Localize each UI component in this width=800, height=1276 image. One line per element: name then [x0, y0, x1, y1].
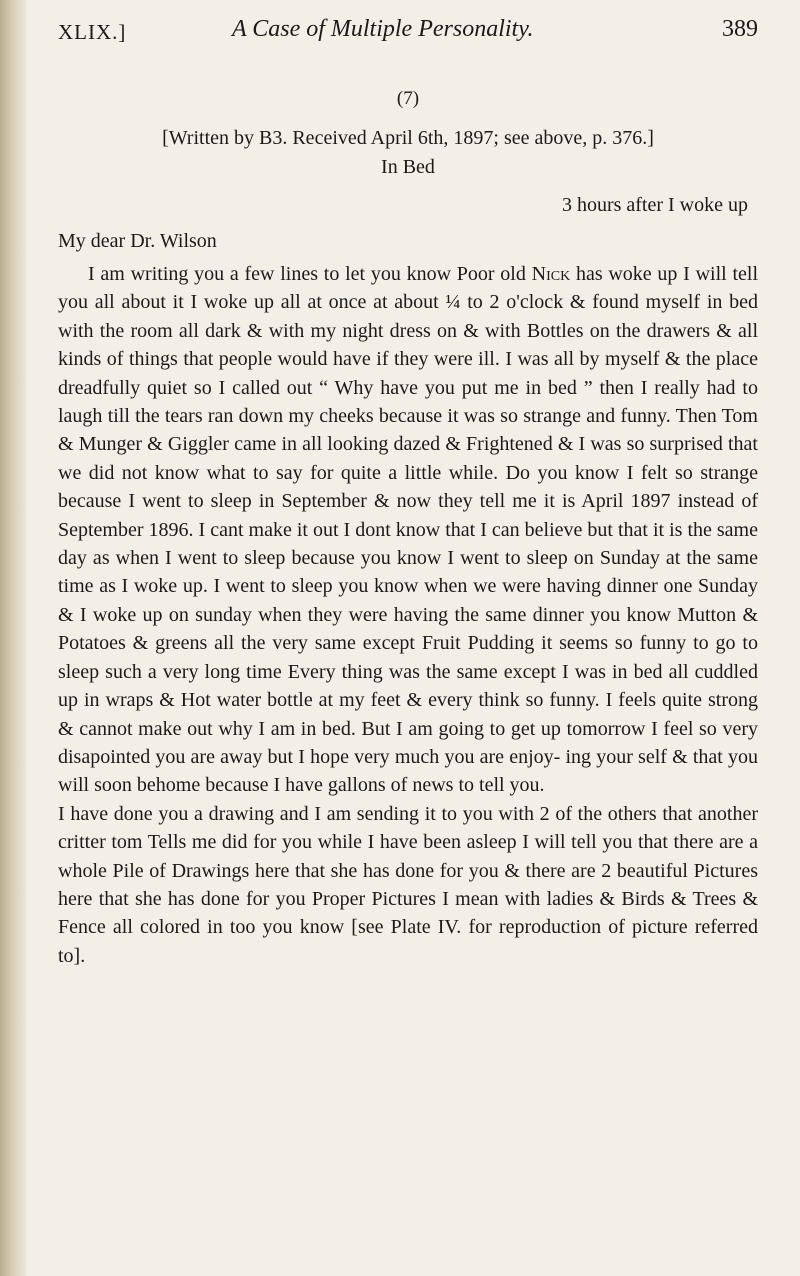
name-nick: Nick	[531, 263, 571, 285]
running-title: A Case of Multiple Personality.	[232, 16, 534, 42]
paragraph-2: I have done you a drawing and I am sending it to you with 2 of the others that another critter tom Tells me did for you while I have been asleep I will tell you that there are a whole Pile of Drawings here that she has done for you & there are 2 beautiful Pictures here that she has done for you Proper Pictures I mean with ladies & Birds & Trees & Fence all colored in too you know [see Plate IV. for reproduction of picture referred to].	[58, 802, 758, 967]
chapter-marker: XLIX.]	[58, 20, 127, 44]
book-page	[58, 14, 758, 970]
paragraph-1-rest: has woke up I will tell you all about it I woke up all at once at about ¼ to 2 o'clock & found myself in bed with the room all dark & with my night dress on & with Bottles on the drawers & all kinds of things that people would have if they were ill. I was all by myself & the place dreadfully quiet so I called out “ Why have you put me in bed ” then I really had to laugh till the tears ran down my cheeks because it was so strange and funny. Then Tom & Munger & Giggler came in all looking dazed & Frightened & I was so surprised that we did not know what to say for quite a little while. Do you know I felt so strange because I went to sleep in September & now they tell me it is April 1897 instead of September 1896. I cant make it out I dont know that I can believe but that it is the same day as when I went to sleep because you know I went to sleep on Sunday at the same time as I woke up. I went to sleep you know when we were having dinner one Sunday & I woke up on sunday when they were having the same dinner you know Mutton & Potatoes & greens all the very same except Fruit Pudding it seems so funny to go to sleep such a very long time Every thing was the same except I was in bed all cuddled up in wraps & Hot water bottle at my feet & every think so funny. I feels quite strong & cannot make out why I am in bed. But I am going to get up tomorrow I feel so very disapointed you are away but I hope very much you are enjoy- ing your self & that you will soon behome because I have gallons of news to tell you.	[58, 263, 759, 797]
page-binding-shadow	[0, 0, 26, 1276]
letter-location: In Bed	[381, 156, 435, 178]
page-number: 389	[722, 16, 758, 42]
section-number: (7)	[396, 88, 420, 109]
running-header	[58, 14, 758, 48]
paragraph-1-start: I am writing you a few lines to let you know Poor old	[88, 263, 532, 285]
letter-salutation: My dear Dr. Wilson	[58, 230, 217, 252]
editorial-note: [Written by B3. Received April 6th, 1897; see above, p. 376.]	[162, 127, 654, 149]
paragraph-1	[58, 260, 758, 800]
letter-time: 3 hours after I woke up	[561, 194, 748, 216]
letter-body	[58, 260, 758, 970]
